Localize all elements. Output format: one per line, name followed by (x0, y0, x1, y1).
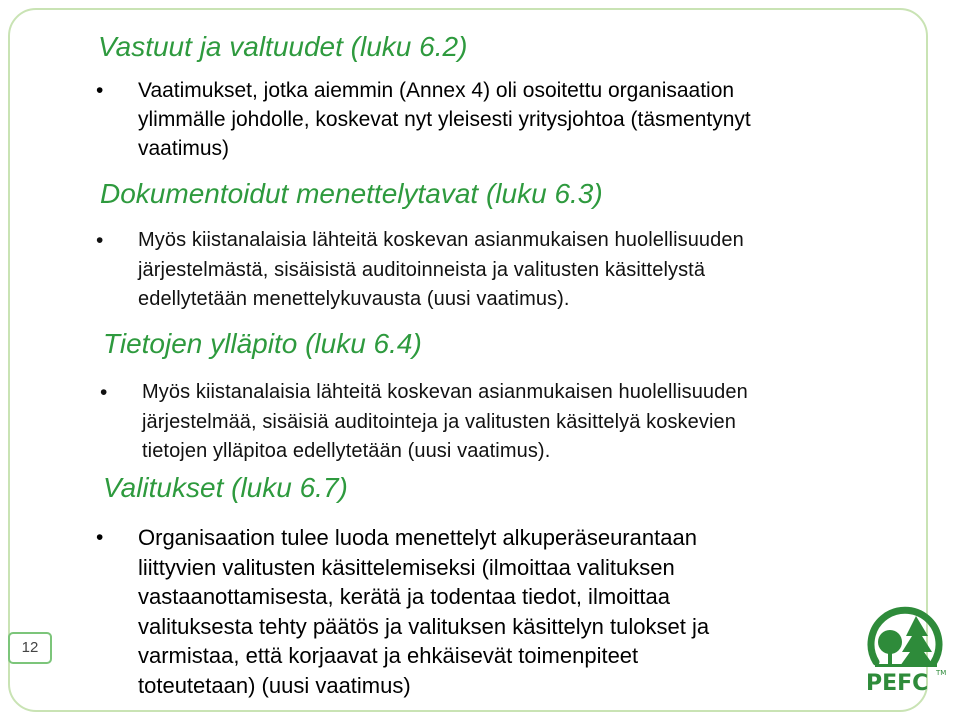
bullet-text-line: liittyvien valitusten käsittelemiseksi (ilmoittaa valituksen (138, 554, 675, 580)
logo-text: PEFC (866, 671, 929, 696)
bullet-text-line: Organisaation tulee luoda menettelyt alkuperäseurantaan (138, 525, 697, 550)
bullet-text-line: järjestelmästä, sisäisistä auditoinneista ja valitusten käsittelystä (138, 258, 706, 281)
bullet-text-line: vaatimus) (138, 137, 230, 160)
bullet-text-line: varmistaa, että korjaavat ja ehkäisevät toimenpiteet (138, 643, 639, 668)
bullet-dot: • (96, 229, 104, 252)
section-heading-complaints: Valitukset (luku 6.7) (103, 472, 348, 503)
section-heading-procedures: Dokumentoidut menettelytavat (luku 6.3) (100, 178, 603, 209)
logo-tm: TM (936, 669, 947, 677)
bullet-text-line: toteutetaan) (uusi vaatimus) (138, 672, 411, 698)
bullet-text-line: Myös kiistanalaisia lähteitä koskevan asianmukaisen huolellisuuden (142, 381, 748, 403)
bullet-responsibilities (96, 76, 751, 163)
bullet-dot: • (96, 526, 104, 549)
bullet-text-line: ylimmälle johdolle, koskevat nyt yleisesti yritysjohtoa (täsmentynyt (138, 108, 751, 131)
section-heading-responsibilities: Vastuut ja valtuudet (luku 6.2) (98, 31, 468, 62)
bullet-text-line: valituksesta tehty päätös ja valituksen käsittelyn tulokset ja (138, 613, 710, 639)
bullet-records (100, 378, 748, 467)
bullet-text-line: Vaatimukset, jotka aiemmin (Annex 4) oli osoitettu organisaation (138, 79, 735, 102)
bullet-text-line: järjestelmää, sisäisiä auditointeja ja valitusten käsittelyä koskevien (142, 410, 736, 433)
section-heading-records: Tietojen ylläpito (luku 6.4) (103, 328, 422, 359)
bullet-text-line: Myös kiistanalaisia lähteitä koskevan asianmukaisen huolellisuuden (138, 229, 744, 251)
bullet-text-line: tietojen ylläpitoa edellytetään (uusi vaatimus). (142, 440, 551, 462)
pefc-tree-logo-icon (862, 600, 952, 697)
bullet-complaints (96, 523, 710, 700)
bullet-procedures (96, 226, 744, 315)
bullet-text-line: edellytetään menettelykuvausta (uusi vaatimus). (138, 288, 570, 310)
bullet-dot: • (96, 79, 104, 102)
bullet-text-line: vastaanottamisesta, kerätä ja todentaa tiedot, ilmoittaa (138, 584, 670, 609)
page-number: 12 (8, 632, 52, 664)
bullet-dot: • (100, 381, 108, 404)
